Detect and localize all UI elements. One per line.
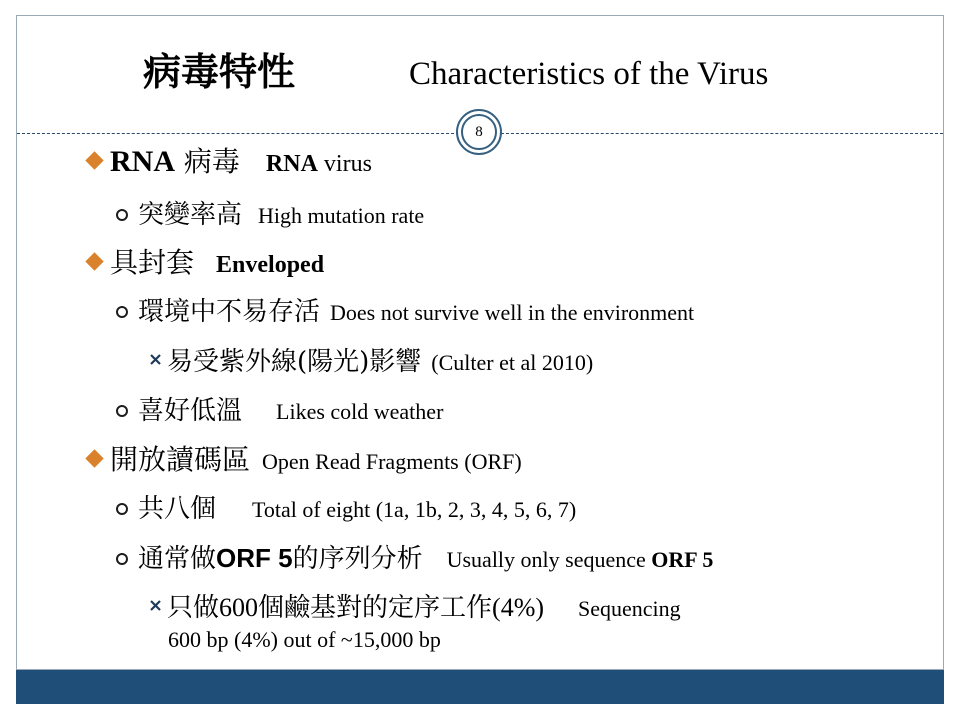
bullet-orf5 — [116, 542, 713, 576]
bullet-mutation-zh: 突變率高 — [138, 200, 243, 230]
slide-title-english: Characteristics of the Virus — [409, 56, 769, 92]
diamond-bullet-icon — [85, 252, 103, 270]
diamond-bullet-icon — [85, 449, 103, 467]
diamond-bullet-icon — [85, 151, 103, 169]
bullet-orf5-bold: ORF 5 — [216, 543, 293, 573]
bullet-uv-citation: (Culter et al 2010) — [431, 350, 594, 375]
bullet-rna-zh: 病毒 — [175, 145, 240, 178]
bullet-orf5-zh1: 通常做 — [138, 544, 217, 574]
bullet-orf-zh: 開放讀碼區 — [110, 443, 251, 476]
bullet-sequencing-zh1: 只做 — [167, 593, 220, 623]
slide-title-chinese: 病毒特性 — [143, 49, 296, 94]
bullet-uv-sensitivity — [150, 346, 593, 379]
bullet-sequencing — [150, 592, 681, 625]
bullet-total-zh: 共八個 — [138, 494, 217, 524]
bullet-environment-zh: 環境中不易存活 — [138, 297, 321, 327]
bullet-sequencing-percent: (4%) — [492, 593, 545, 622]
ring-bullet-icon — [116, 306, 128, 318]
bullet-orf5-en-bold: ORF 5 — [651, 547, 714, 572]
ring-bullet-icon — [116, 405, 128, 417]
bullet-mutation-rate — [116, 199, 424, 232]
bullet-rna-en-bold: RNA — [265, 151, 318, 177]
cross-bullet-icon — [150, 354, 161, 365]
bullet-cold-weather — [116, 395, 443, 428]
bullet-sequencing-number: 600 — [219, 593, 259, 622]
ring-bullet-icon — [116, 503, 128, 515]
ring-bullet-icon — [116, 553, 128, 565]
bullet-total-eight — [116, 493, 576, 526]
bullet-rna-virus — [82, 145, 372, 181]
bullet-orf5-en: Usually only sequence — [446, 547, 652, 572]
page-number: 8 — [461, 114, 497, 150]
bullet-orf — [82, 443, 522, 479]
bullet-sequencing-en: Sequencing — [578, 596, 681, 621]
bullet-mutation-en: High mutation rate — [258, 203, 425, 228]
bullet-cold-en: Likes cold weather — [276, 399, 444, 424]
bullet-environment-en: Does not survive well in the environment — [330, 300, 695, 325]
bullet-enveloped — [82, 246, 324, 282]
ring-bullet-icon — [116, 209, 128, 221]
bullet-rna-en: virus — [317, 151, 372, 177]
bullet-sequencing-zh2: 個鹼基對的定序工作 — [258, 593, 493, 623]
bullet-enveloped-en: Enveloped — [216, 252, 325, 278]
cross-bullet-icon — [150, 600, 161, 611]
footer-bar — [16, 670, 944, 704]
bullet-uv-zh: 易受紫外線(陽光)影響 — [167, 347, 422, 377]
bullet-sequencing-en-line2: 600 bp (4%) out of ~15,000 bp — [168, 627, 441, 652]
bullet-rna-bold: RNA — [110, 145, 175, 178]
bullet-environment-survival — [116, 296, 694, 329]
bullet-enveloped-zh: 具封套 — [110, 246, 195, 279]
page-number-badge — [456, 109, 502, 155]
bullet-total-en: Total of eight (1a, 1b, 2, 3, 4, 5, 6, 7) — [252, 497, 577, 522]
bullet-orf5-zh2: 的序列分析 — [292, 544, 423, 574]
bullet-cold-zh: 喜好低溫 — [138, 396, 243, 426]
bullet-orf-en: Open Read Fragments (ORF) — [262, 449, 522, 474]
